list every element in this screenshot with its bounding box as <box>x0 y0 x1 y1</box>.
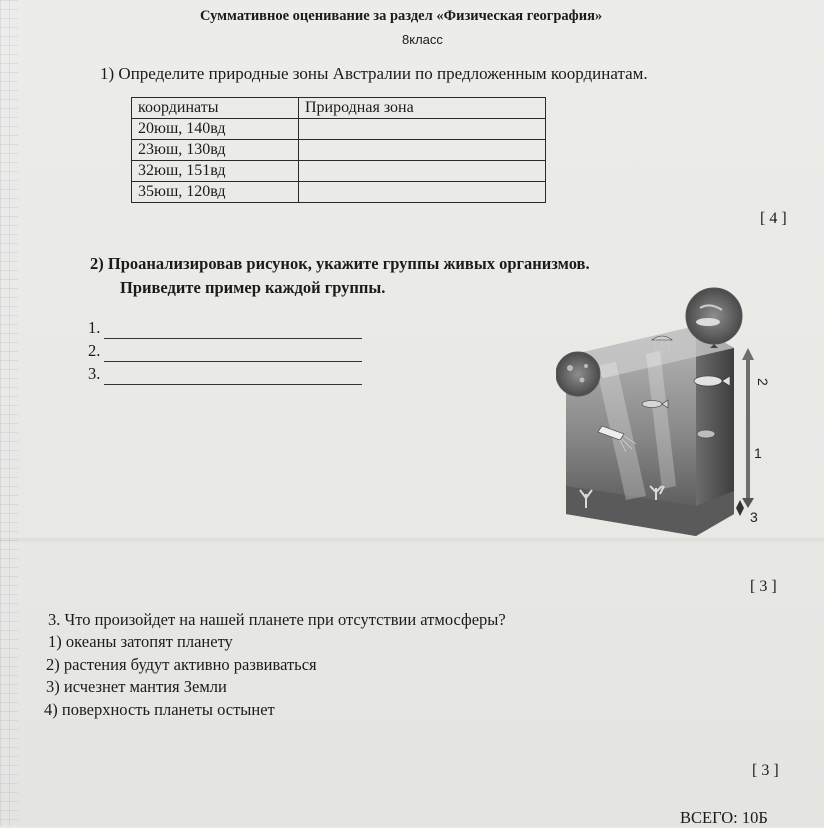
crab-icon <box>697 430 715 438</box>
table-row <box>132 182 546 203</box>
plankton-magnifier-icon <box>556 352 600 396</box>
question-1-score: [ 4 ] <box>760 210 787 227</box>
table-cell-coordinate: 20юш, 140вд <box>132 119 299 140</box>
question-2-subtext: Приведите пример каждой группы. <box>120 278 386 297</box>
table-row <box>132 119 546 140</box>
table-cell-zone-answer[interactable] <box>299 161 546 182</box>
ocean-life-diagram <box>556 286 796 542</box>
question-1-text: 1) Определите природные зоны Австралии по предложенным координатам. <box>100 64 648 83</box>
question-3-text: 3. Что произойдет на нашей планете при отсутствии атмосферы? <box>48 610 506 629</box>
question-2-text: 2) Проанализировав рисунок, укажите группы живых организмов. <box>90 254 590 273</box>
answer-line-2[interactable] <box>104 361 362 362</box>
table-header-row <box>132 98 546 119</box>
question-3-option-3[interactable]: 3) исчезнет мантия Земли <box>46 677 227 696</box>
total-score: ВСЕГО: 10Б <box>680 808 768 827</box>
table-cell-coordinate: 23юш, 130вд <box>132 140 299 161</box>
zone-label-2: 2 <box>755 378 771 386</box>
table-cell-zone-answer[interactable] <box>299 182 546 203</box>
question-3-option-1[interactable]: 1) океаны затопят планету <box>48 632 233 651</box>
answer-line-3[interactable] <box>104 384 362 385</box>
table-header-zone: Природная зона <box>299 98 546 119</box>
table-row <box>132 161 546 182</box>
coordinates-table <box>131 97 546 203</box>
zone-label-1: 1 <box>754 445 762 461</box>
answer-label-1: 1. <box>88 318 101 337</box>
answer-line-1[interactable] <box>104 338 362 339</box>
page-title: Суммативное оценивание за раздел «Физическая география» <box>200 8 603 24</box>
table-row <box>132 140 546 161</box>
question-3-option-4[interactable]: 4) поверхность планеты остынет <box>44 700 275 719</box>
depth-zone-arrow <box>736 348 754 516</box>
table-cell-zone-answer[interactable] <box>299 119 546 140</box>
table-cell-zone-answer[interactable] <box>299 140 546 161</box>
table-header-coordinates: координаты <box>132 98 299 119</box>
notebook-grid-edge <box>0 0 18 826</box>
table-cell-coordinate: 35юш, 120вд <box>132 182 299 203</box>
question-3-score: [ 3 ] <box>752 762 779 779</box>
table-cell-coordinate: 32юш, 151вд <box>132 161 299 182</box>
question-2-score: [ 3 ] <box>750 578 777 595</box>
answer-label-2: 2. <box>88 341 101 360</box>
answer-label-3: 3. <box>88 364 101 383</box>
question-3-option-2[interactable]: 2) растения будут активно развиваться <box>46 655 317 674</box>
zone-label-3: 3 <box>750 509 758 525</box>
grade-label: 8класс <box>402 32 443 47</box>
